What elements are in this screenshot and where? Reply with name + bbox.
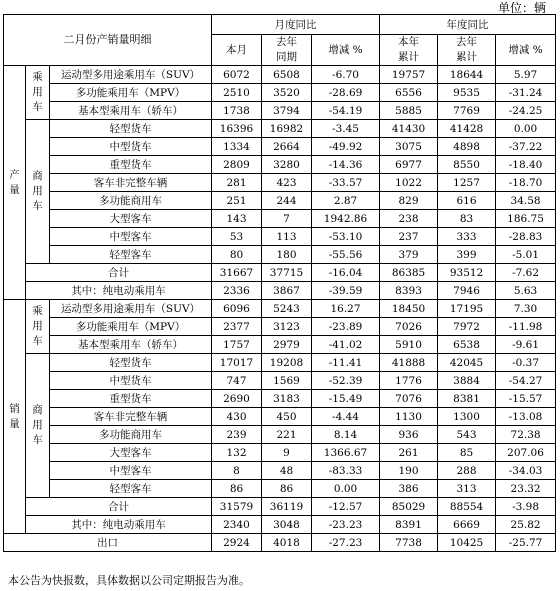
item-label: 合计	[26, 498, 212, 516]
ytd-value: 1776	[380, 372, 438, 390]
this-month-value: 2809	[212, 156, 262, 174]
item-label: 客车非完整车辆	[50, 408, 212, 426]
item-label: 重型货车	[50, 390, 212, 408]
unit-label: 单位：辆	[497, 1, 546, 15]
this-month-value: 281	[212, 174, 262, 192]
production-section-label: 产量	[4, 66, 26, 300]
monthly-change-value: 2.87	[312, 192, 380, 210]
item-label: 基本型乘用车（轿车）	[50, 102, 212, 120]
last-ytd-value: 8550	[438, 156, 496, 174]
table-row	[4, 462, 556, 480]
monthly-change-value: -14.36	[312, 156, 380, 174]
this-month-value: 1334	[212, 138, 262, 156]
item-label: 基本型乘用车（轿车）	[50, 336, 212, 354]
last-ytd-value: 7769	[438, 102, 496, 120]
header-this-month: 本月	[212, 35, 262, 66]
table-row	[4, 174, 556, 192]
last-year-month-value: 3867	[262, 282, 312, 300]
item-label: 中型货车	[50, 372, 212, 390]
ytd-value: 8393	[380, 282, 438, 300]
monthly-change-value: -15.49	[312, 390, 380, 408]
yearly-change-value: 0.00	[496, 120, 556, 138]
last-year-month-value: 221	[262, 426, 312, 444]
this-month-value: 2336	[212, 282, 262, 300]
yearly-change-value: -11.98	[496, 318, 556, 336]
table-row	[4, 318, 556, 336]
total-row	[4, 498, 556, 516]
this-month-value: 2924	[212, 534, 262, 552]
table-row	[4, 480, 556, 498]
this-month-value: 17017	[212, 354, 262, 372]
last-year-month-value: 9	[262, 444, 312, 462]
last-ytd-value: 88554	[438, 498, 496, 516]
last-ytd-value: 399	[438, 246, 496, 264]
last-year-month-value: 3520	[262, 84, 312, 102]
last-year-month-value: 6508	[262, 66, 312, 84]
last-ytd-value: 333	[438, 228, 496, 246]
sales-passenger-label: 乘用车	[26, 300, 50, 354]
table-row	[4, 426, 556, 444]
ytd-value: 829	[380, 192, 438, 210]
this-month-value: 2340	[212, 516, 262, 534]
ytd-value: 5910	[380, 336, 438, 354]
this-month-value: 239	[212, 426, 262, 444]
item-label: 中型货车	[50, 138, 212, 156]
item-label: 大型客车	[50, 444, 212, 462]
table-row	[4, 138, 556, 156]
item-label: 大型客车	[50, 210, 212, 228]
sales-commercial-label: 商用车	[26, 354, 50, 498]
last-ytd-value: 7972	[438, 318, 496, 336]
ytd-value: 386	[380, 480, 438, 498]
item-label: 中型客车	[50, 228, 212, 246]
this-month-value: 80	[212, 246, 262, 264]
monthly-change-value: -54.19	[312, 102, 380, 120]
item-label: 运动型多用途乘用车（SUV）	[50, 66, 212, 84]
last-ytd-value: 17195	[438, 300, 496, 318]
yearly-change-value: -5.01	[496, 246, 556, 264]
table-row	[4, 84, 556, 102]
item-label: 运动型多用途乘用车（SUV）	[50, 300, 212, 318]
ytd-value: 379	[380, 246, 438, 264]
item-label: 轻型客车	[50, 480, 212, 498]
monthly-change-value: -12.57	[312, 498, 380, 516]
item-label: 其中：纯电动乘用车	[26, 282, 212, 300]
yearly-change-value: -25.77	[496, 534, 556, 552]
monthly-change-value: -53.10	[312, 228, 380, 246]
monthly-change-value: -39.59	[312, 282, 380, 300]
this-month-value: 2510	[212, 84, 262, 102]
table-row	[4, 102, 556, 120]
table-row	[4, 228, 556, 246]
yearly-change-value: -34.03	[496, 462, 556, 480]
last-year-month-value: 7	[262, 210, 312, 228]
monthly-change-value: -6.70	[312, 66, 380, 84]
last-ytd-value: 9535	[438, 84, 496, 102]
table-row	[4, 192, 556, 210]
last-ytd-value: 93512	[438, 264, 496, 282]
header-monthly: 月度同比	[212, 15, 380, 35]
table-row	[4, 246, 556, 264]
table-row	[4, 156, 556, 174]
monthly-change-value: -27.23	[312, 534, 380, 552]
this-month-value: 2690	[212, 390, 262, 408]
table-row	[4, 336, 556, 354]
yearly-change-value: 207.06	[496, 444, 556, 462]
this-month-value: 6072	[212, 66, 262, 84]
header-change-pct: 增减 %	[312, 35, 380, 66]
yearly-change-value: -0.37	[496, 354, 556, 372]
last-year-month-value: 4018	[262, 534, 312, 552]
monthly-change-value: -49.92	[312, 138, 380, 156]
table-row	[4, 354, 556, 372]
last-year-month-value: 2664	[262, 138, 312, 156]
last-year-month-value: 5243	[262, 300, 312, 318]
last-year-month-value: 450	[262, 408, 312, 426]
table-row	[4, 444, 556, 462]
this-month-value: 2377	[212, 318, 262, 336]
sales-report-table	[3, 14, 556, 552]
table-row	[4, 408, 556, 426]
yearly-change-value: -54.27	[496, 372, 556, 390]
yearly-change-value: 5.63	[496, 282, 556, 300]
ytd-value: 261	[380, 444, 438, 462]
ytd-value: 86385	[380, 264, 438, 282]
ytd-value: 238	[380, 210, 438, 228]
production-commercial-label: 商用车	[26, 120, 50, 264]
last-year-month-value: 3183	[262, 390, 312, 408]
yearly-change-value: -28.83	[496, 228, 556, 246]
last-ytd-value: 6538	[438, 336, 496, 354]
total-row	[4, 264, 556, 282]
this-month-value: 1738	[212, 102, 262, 120]
last-year-month-value: 244	[262, 192, 312, 210]
last-ytd-value: 8381	[438, 390, 496, 408]
monthly-change-value: 0.00	[312, 480, 380, 498]
header-row-1	[4, 15, 556, 35]
last-year-month-value: 16982	[262, 120, 312, 138]
item-label: 多功能乘用车（MPV）	[50, 318, 212, 336]
ytd-value: 19757	[380, 66, 438, 84]
last-ytd-value: 1257	[438, 174, 496, 192]
ytd-value: 237	[380, 228, 438, 246]
yearly-change-value: 34.58	[496, 192, 556, 210]
ytd-value: 936	[380, 426, 438, 444]
this-month-value: 6096	[212, 300, 262, 318]
table-row	[4, 120, 556, 138]
ytd-value: 1130	[380, 408, 438, 426]
header-ytd: 本年累计	[380, 35, 438, 66]
last-ytd-value: 3884	[438, 372, 496, 390]
last-ytd-value: 4898	[438, 138, 496, 156]
last-ytd-value: 7946	[438, 282, 496, 300]
last-ytd-value: 18644	[438, 66, 496, 84]
last-year-month-value: 37715	[262, 264, 312, 282]
this-month-value: 53	[212, 228, 262, 246]
last-year-month-value: 3794	[262, 102, 312, 120]
last-ytd-value: 6669	[438, 516, 496, 534]
yearly-change-value: -18.70	[496, 174, 556, 192]
yearly-change-value: -15.57	[496, 390, 556, 408]
ytd-value: 6556	[380, 84, 438, 102]
last-ytd-value: 10425	[438, 534, 496, 552]
monthly-change-value: -4.44	[312, 408, 380, 426]
yearly-change-value: -37.22	[496, 138, 556, 156]
item-label: 出口	[4, 534, 212, 552]
yearly-change-value: 25.82	[496, 516, 556, 534]
header-last-year-same: 去年同期	[262, 35, 312, 66]
this-month-value: 251	[212, 192, 262, 210]
ytd-value: 3075	[380, 138, 438, 156]
item-label: 轻型货车	[50, 354, 212, 372]
yearly-change-value: 72.38	[496, 426, 556, 444]
item-label: 合计	[26, 264, 212, 282]
yearly-change-value: -3.98	[496, 498, 556, 516]
footnote: 本公告为快报数，具体数据以公司定期报告为准。	[8, 574, 250, 587]
ytd-value: 41430	[380, 120, 438, 138]
item-label: 多功能商用车	[50, 192, 212, 210]
table-row	[4, 390, 556, 408]
yearly-change-value: -7.62	[496, 264, 556, 282]
item-label: 客车非完整车辆	[50, 174, 212, 192]
this-month-value: 132	[212, 444, 262, 462]
ytd-value: 41888	[380, 354, 438, 372]
yearly-change-value: 7.30	[496, 300, 556, 318]
ytd-value: 7076	[380, 390, 438, 408]
table-row	[4, 66, 556, 84]
last-year-month-value: 36119	[262, 498, 312, 516]
ytd-value: 8391	[380, 516, 438, 534]
this-month-value: 1757	[212, 336, 262, 354]
this-month-value: 86	[212, 480, 262, 498]
item-label: 重型货车	[50, 156, 212, 174]
this-month-value: 31579	[212, 498, 262, 516]
item-label: 多功能乘用车（MPV）	[50, 84, 212, 102]
monthly-change-value: -16.04	[312, 264, 380, 282]
monthly-change-value: -3.45	[312, 120, 380, 138]
yearly-change-value: -18.40	[496, 156, 556, 174]
monthly-change-value: -52.39	[312, 372, 380, 390]
last-year-month-value: 2979	[262, 336, 312, 354]
monthly-change-value: 16.27	[312, 300, 380, 318]
table-row	[4, 300, 556, 318]
this-month-value: 8	[212, 462, 262, 480]
yearly-change-value: 23.32	[496, 480, 556, 498]
this-month-value: 430	[212, 408, 262, 426]
last-year-month-value: 423	[262, 174, 312, 192]
ytd-value: 6977	[380, 156, 438, 174]
last-ytd-value: 616	[438, 192, 496, 210]
last-ytd-value: 313	[438, 480, 496, 498]
ytd-value: 18450	[380, 300, 438, 318]
monthly-change-value: 1942.86	[312, 210, 380, 228]
last-ytd-value: 543	[438, 426, 496, 444]
monthly-change-value: 1366.67	[312, 444, 380, 462]
ev-row	[4, 516, 556, 534]
header-last-ytd: 去年累计	[438, 35, 496, 66]
ytd-value: 190	[380, 462, 438, 480]
last-ytd-value: 83	[438, 210, 496, 228]
item-label: 轻型货车	[50, 120, 212, 138]
this-month-value: 16396	[212, 120, 262, 138]
ytd-value: 85029	[380, 498, 438, 516]
last-year-month-value: 1569	[262, 372, 312, 390]
last-ytd-value: 41428	[438, 120, 496, 138]
ytd-value: 1022	[380, 174, 438, 192]
item-label: 多功能商用车	[50, 426, 212, 444]
this-month-value: 31667	[212, 264, 262, 282]
this-month-value: 747	[212, 372, 262, 390]
header-change-pct-yearly: 增减 %	[496, 35, 556, 66]
yearly-change-value: -31.24	[496, 84, 556, 102]
monthly-change-value: -55.56	[312, 246, 380, 264]
this-month-value: 143	[212, 210, 262, 228]
last-year-month-value: 19208	[262, 354, 312, 372]
last-ytd-value: 85	[438, 444, 496, 462]
yearly-change-value: -24.25	[496, 102, 556, 120]
item-label: 轻型客车	[50, 246, 212, 264]
ev-row	[4, 282, 556, 300]
last-ytd-value: 288	[438, 462, 496, 480]
yearly-change-value: 186.75	[496, 210, 556, 228]
table-row	[4, 210, 556, 228]
last-year-month-value: 86	[262, 480, 312, 498]
last-year-month-value: 3280	[262, 156, 312, 174]
last-year-month-value: 113	[262, 228, 312, 246]
monthly-change-value: 8.14	[312, 426, 380, 444]
last-year-month-value: 48	[262, 462, 312, 480]
last-ytd-value: 42045	[438, 354, 496, 372]
ytd-value: 7738	[380, 534, 438, 552]
table-title: 二月份产销量明细	[4, 15, 212, 66]
monthly-change-value: -11.41	[312, 354, 380, 372]
monthly-change-value: -83.33	[312, 462, 380, 480]
monthly-change-value: -23.89	[312, 318, 380, 336]
monthly-change-value: -41.02	[312, 336, 380, 354]
yearly-change-value: -9.61	[496, 336, 556, 354]
last-year-month-value: 180	[262, 246, 312, 264]
last-year-month-value: 3048	[262, 516, 312, 534]
monthly-change-value: -23.23	[312, 516, 380, 534]
ytd-value: 5885	[380, 102, 438, 120]
yearly-change-value: 5.97	[496, 66, 556, 84]
sales-section-label: 销量	[4, 300, 26, 534]
export-row	[4, 534, 556, 552]
item-label: 其中：纯电动乘用车	[26, 516, 212, 534]
last-ytd-value: 1300	[438, 408, 496, 426]
monthly-change-value: -33.57	[312, 174, 380, 192]
last-year-month-value: 3123	[262, 318, 312, 336]
table-row	[4, 372, 556, 390]
production-passenger-label: 乘用车	[26, 66, 50, 120]
item-label: 中型客车	[50, 462, 212, 480]
monthly-change-value: -28.69	[312, 84, 380, 102]
header-yearly: 年度同比	[380, 15, 556, 35]
yearly-change-value: -13.08	[496, 408, 556, 426]
ytd-value: 7026	[380, 318, 438, 336]
